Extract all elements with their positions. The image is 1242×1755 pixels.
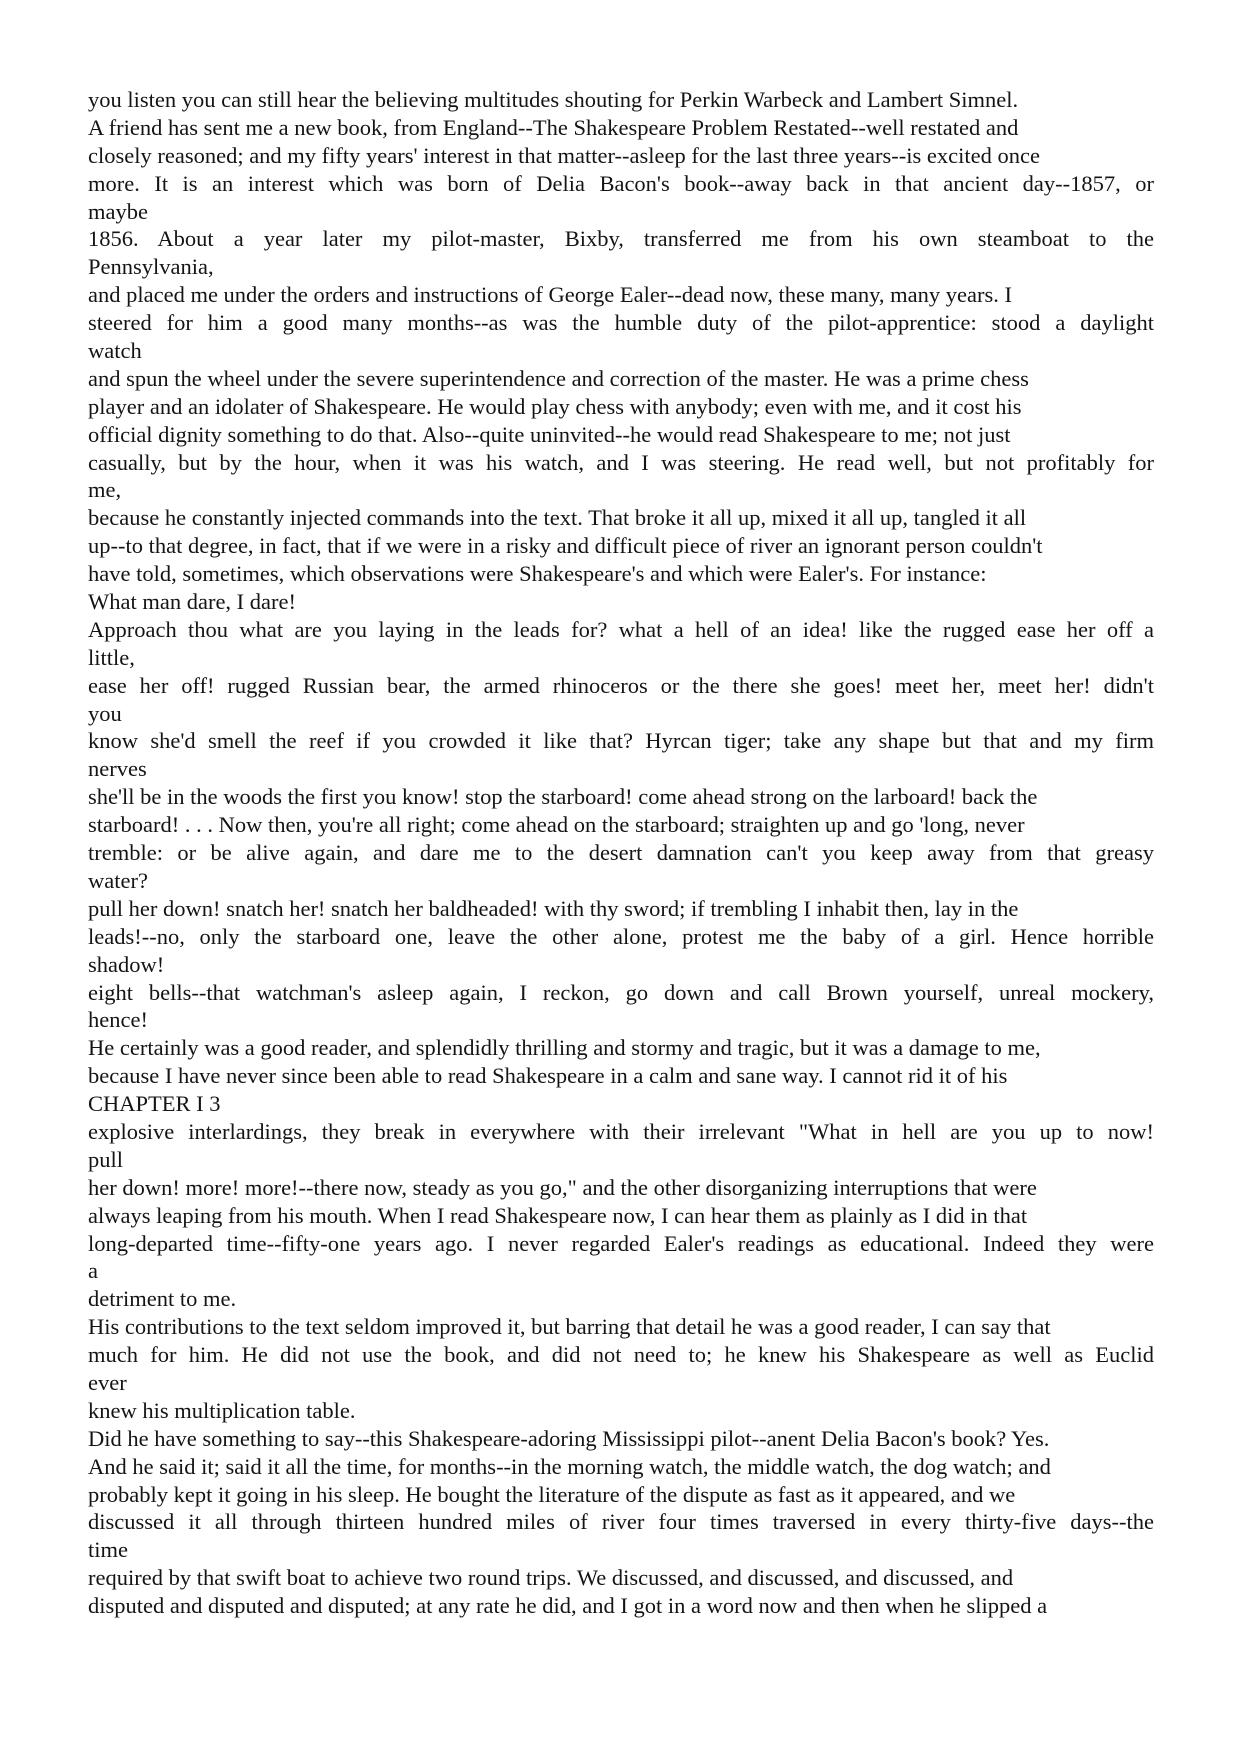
text-line: shadow! <box>88 951 165 977</box>
text-line: little, <box>88 644 135 670</box>
text-line: Did he have something to say--this Shakespeare-adoring Mississippi pilot--anent Delia Bacon's book? Yes. <box>88 1425 1050 1451</box>
text-line: leads!--no, only the starboard one, leave the other alone, protest me the baby of a girl. Hence horrible <box>88 923 1154 949</box>
text-line: and placed me under the orders and instructions of George Ealer--dead now, these many, many years. I <box>88 282 1013 308</box>
text-line: eight bells--that watchman's asleep again, I reckon, go down and call Brown yourself, unreal mockery, <box>88 979 1154 1005</box>
text-line: And he said it; said it all the time, for months--in the morning watch, the middle watch, the dog watch; and <box>88 1453 1051 1479</box>
text-line: hence! <box>88 1007 148 1033</box>
text-line: she'll be in the woods the first you know! stop the starboard! come ahead strong on the larboard! back the <box>88 784 1038 810</box>
text-line: water? <box>88 867 148 893</box>
text-line: you <box>88 700 122 726</box>
text-line: and spun the wheel under the severe superintendence and correction of the master. He was a prime chess <box>88 365 1029 391</box>
text-line: What man dare, I dare! <box>88 589 297 615</box>
text-line: because he constantly injected commands into the text. That broke it all up, mixed it all up, tangled it all <box>88 505 1027 531</box>
text-line: pull her down! snatch her! snatch her baldheaded! with thy sword; if trembling I inhabit then, lay in the <box>88 895 1019 921</box>
text-line: Approach thou what are you laying in the leads for? what a hell of an idea! like the rugged ease her off a <box>88 616 1154 642</box>
text-line: watch <box>88 338 142 364</box>
text-line: ever <box>88 1369 127 1395</box>
text-line: pull <box>88 1146 124 1172</box>
text-line: you listen you can still hear the believing multitudes shouting for Perkin Warbeck and Lambert Simnel. <box>88 87 1019 112</box>
text-line: disputed and disputed and disputed; at any rate he did, and I got in a word now and then when he slipped a <box>88 1593 1048 1619</box>
text-line: Pennsylvania, <box>88 254 214 280</box>
text-line: me, <box>88 477 122 503</box>
text-line: discussed it all through thirteen hundred miles of river four times traversed in every thirty-five days--the <box>88 1509 1154 1535</box>
text-line: steered for him a good many months--as was the humble duty of the pilot-apprentice: stood a daylight <box>88 310 1154 336</box>
text-line: explosive interlardings, they break in everywhere with their irrelevant "What in hell are you up to now! <box>88 1118 1154 1144</box>
text-line: a <box>88 1258 98 1284</box>
text-line: required by that swift boat to achieve two round trips. We discussed, and discussed, and discussed, and <box>88 1565 1014 1591</box>
text-line: casually, but by the hour, when it was his watch, and I was steering. He read well, but not profitably for <box>88 449 1154 475</box>
text-line: detriment to me. <box>88 1286 237 1312</box>
text-line: His contributions to the text seldom improved it, but barring that detail he was a good reader, I can say that <box>88 1314 1051 1340</box>
text-line: because I have never since been able to read Shakespeare in a calm and sane way. I cannot rid it of his <box>88 1063 1008 1089</box>
text-line: ease her off! rugged Russian bear, the armed rhinoceros or the there she goes! meet her, meet her! didn't <box>88 672 1154 698</box>
text-line: knew his multiplication table. <box>88 1397 356 1423</box>
text-line: tremble: or be alive again, and dare me to the desert damnation can't you keep away from that greasy <box>88 840 1154 866</box>
document-page <box>88 86 1154 1620</box>
text-line: more. It is an interest which was born of Delia Bacon's book--away back in that ancient day--1857, or <box>88 170 1154 196</box>
text-line: nerves <box>88 756 147 782</box>
text-line: official dignity something to do that. Also--quite uninvited--he would read Shakespeare to me; not just <box>88 421 1011 447</box>
text-line: A friend has sent me a new book, from England--The Shakespeare Problem Restated--well restated and <box>88 114 1019 140</box>
text-line: closely reasoned; and my fifty years' interest in that matter--asleep for the last three years--is excited once <box>88 142 1040 168</box>
text-line: long-departed time--fifty-one years ago. I never regarded Ealer's readings as educational. Indeed they were <box>88 1230 1154 1256</box>
text-line: up--to that degree, in fact, that if we were in a risky and difficult piece of river an ignorant person couldn't <box>88 533 1043 559</box>
text-line: always leaping from his mouth. When I read Shakespeare now, I can hear them as plainly as I did in that <box>88 1202 1028 1228</box>
text-line: 1856. About a year later my pilot-master, Bixby, transferred me from his own steamboat to the <box>88 226 1154 252</box>
text-line: He certainly was a good reader, and splendidly thrilling and stormy and tragic, but it was a damage to me, <box>88 1035 1041 1061</box>
text-line: time <box>88 1537 128 1563</box>
text-line: maybe <box>88 198 148 224</box>
text-line: know she'd smell the reef if you crowded it like that? Hyrcan tiger; take any shape but that and my firm <box>88 728 1154 754</box>
text-line: player and an idolater of Shakespeare. He would play chess with anybody; even with me, and it cost his <box>88 393 1022 419</box>
text-line: her down! more! more!--there now, steady as you go," and the other disorganizing interruptions that were <box>88 1174 1037 1200</box>
text-line: probably kept it going in his sleep. He bought the literature of the dispute as fast as it appeared, and we <box>88 1481 1016 1507</box>
text-line: much for him. He did not use the book, and did not need to; he knew his Shakespeare as well as Euclid <box>88 1342 1154 1368</box>
text-line: starboard! . . . Now then, you're all right; come ahead on the starboard; straighten up and go 'long, never <box>88 812 1025 838</box>
text-line: CHAPTER I 3 <box>88 1091 221 1117</box>
text-line: have told, sometimes, which observations were Shakespeare's and which were Ealer's. For instance: <box>88 561 987 587</box>
